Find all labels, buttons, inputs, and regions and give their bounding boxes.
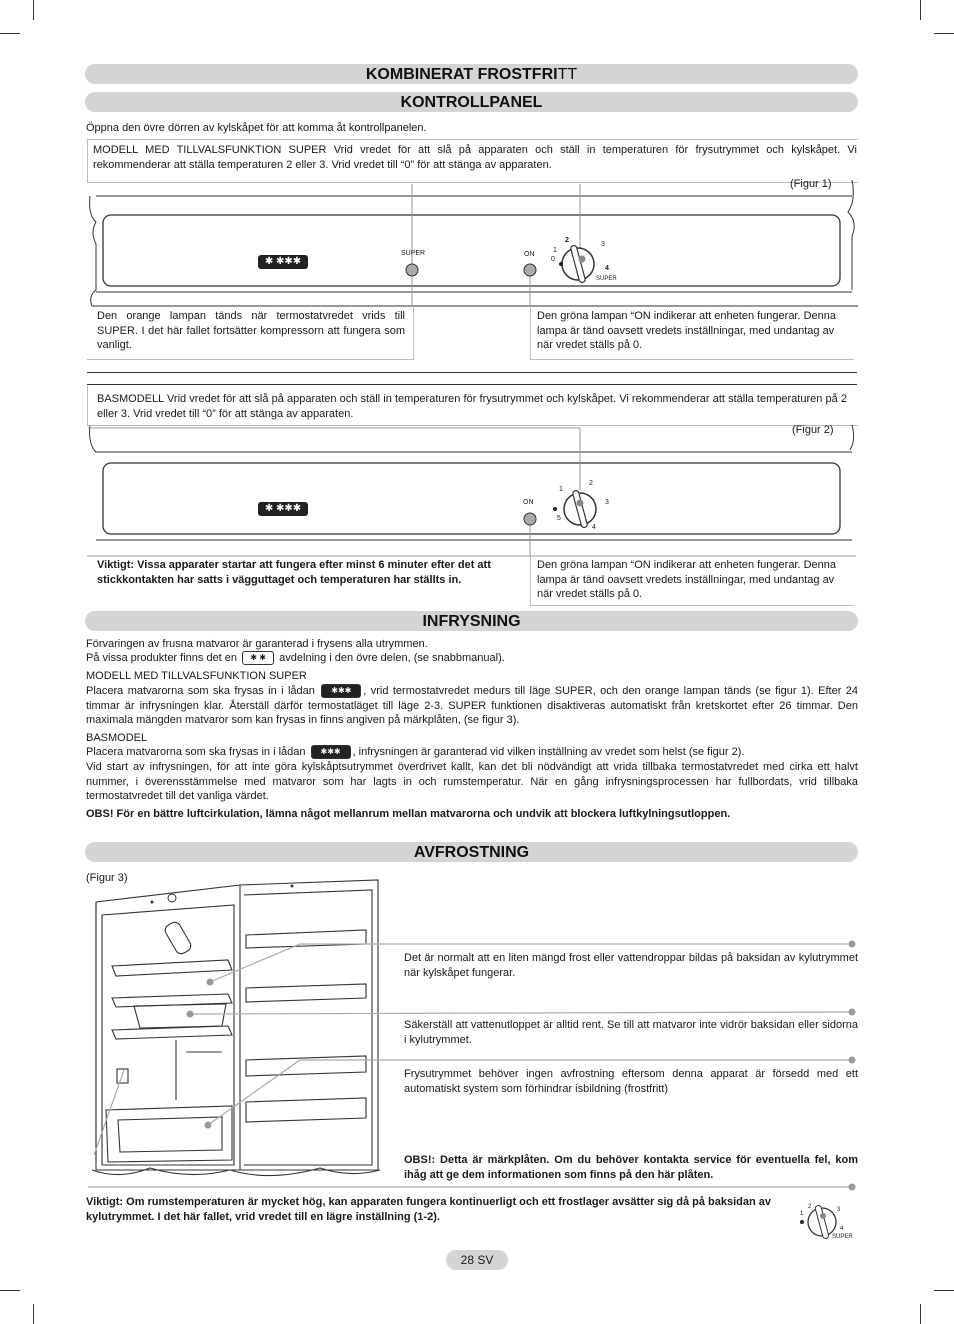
dial-mark-0: 0 bbox=[551, 256, 555, 263]
freezing-super-text: Placera matvarorna som ska frysas in i lådan ✱✱✱ , vrid termostatvredet medurs till läge SUPER, och den orange lampan tänds (se figur 1). Efter 24 timmar är infrysningen klar. Återställ därför termostatläget till läge 2-3. SUPER funktionen disaktiveras automatiskt från kretskortet efter 26 timmar. Den maximala mängden matvaror som kan frysas in finns angiven på märkplåten, (se figur 3). bbox=[86, 685, 859, 726]
section-heading-freezing: INFRYSNING bbox=[85, 611, 858, 631]
dial2-mark-5: 5 bbox=[557, 515, 561, 522]
super-label: SUPER bbox=[401, 250, 426, 257]
freezer-compartment-icon-2: ✱ ✱✱✱ bbox=[258, 502, 308, 516]
orange-lamp-text: Den orange lampan tänds när termostatvredet vrids till SUPER. I det här fallet fortsätter kompressorn att fungera som vanligt. bbox=[97, 310, 405, 351]
defrost-text-2: Säkerställ att vattenutloppet är alltid rent. Se till att matvaror inte vidrör baksidan eller sidorna i kylutrymmet. bbox=[404, 1019, 858, 1046]
freezer-compartment-icon: ✱ ✱✱✱ bbox=[258, 255, 308, 269]
dial2-mark-4: 4 bbox=[592, 524, 596, 531]
freezing-base-p2: Vid start av infrysningen, för att inte göra kylskåptsutrymmet överdrivet kallt, kan det bli nödvändigt att vrida tillbaka termostatvredet med cirka ett halvt nummer, i överensstämmelse med matvaror som har lagts in och rumstemperatur. När en gång infrysningsprocessen har fullbordats, vrid tillbaka termostatvredet till det vanliga värdet. bbox=[86, 761, 858, 802]
dial2-mark-2: 2 bbox=[589, 480, 593, 487]
green-lamp-text-1: Den gröna lampan “ON indikerar att enheten fungerar. Denna lampa är tänd oavsett vredets inställningar, med undantag av när vredet ställs på 0. bbox=[537, 310, 837, 351]
document-title: KOMBINERAT FROSTFRITT bbox=[85, 64, 858, 84]
figure-3-label: (Figur 3) bbox=[86, 872, 128, 884]
small-dial-mark-1: 1 bbox=[800, 1211, 804, 1217]
dial2-mark-3: 3 bbox=[605, 499, 609, 506]
dial-mark-super: SUPER bbox=[596, 276, 617, 282]
small-dial-mark-4: 4 bbox=[840, 1226, 844, 1232]
freezing-p1: Förvaringen av frusna matvaror är garanterad i frysens alla utrymmen. bbox=[86, 638, 428, 650]
page-number: 28 SV bbox=[446, 1250, 508, 1270]
small-dial-mark-2: 2 bbox=[808, 1204, 812, 1210]
section-heading-control-panel: KONTROLLPANEL bbox=[85, 92, 858, 112]
section-heading-defrost: AVFROSTNING bbox=[85, 842, 858, 862]
defrost-obs-rating-plate: OBS!: Detta är märkplåten. Om du behöver kontakta service för eventuella fel, kom ihåg att ge dem informationen som finns på den här plåten. bbox=[404, 1154, 858, 1181]
dial-mark-2: 2 bbox=[565, 237, 569, 244]
dial-mark-3: 3 bbox=[601, 241, 605, 248]
model-super-text: MODELL MED TILLVALSFUNKTION SUPER Vrid vredet för att slå på apparaten och ställ in temperaturen för frysutrymmet och kylskåpet. Vi rekommenderar att ställa temperaturen 2 eller 3. Vrid vredet till “0” för att stänga av apparaten. bbox=[93, 144, 857, 171]
dial-mark-1: 1 bbox=[553, 247, 557, 254]
dial-mark-4: 4 bbox=[605, 265, 609, 272]
figure-2-label: (Figur 2) bbox=[792, 424, 834, 436]
important-room-temperature: Viktigt: Om rumstemperaturen är mycket hög, kan apparaten fungera kontinuerligt och ett frostlager avsätter sig då på baksidan av kylutrymmet. I det här fallet, vrid vredet till en lägre inställning (1-2). bbox=[86, 1196, 772, 1223]
freezing-obs: OBS! För en bättre luftcirkulation, lämna något mellanrum mellan matvarorna och undvik att blockera luftkylningsutloppen. bbox=[86, 808, 731, 820]
freezing-super-heading: MODELL MED TILLVALSFUNKTION SUPER bbox=[86, 670, 307, 682]
freezer-drawer-icon-2: ✱✱✱ bbox=[311, 745, 351, 759]
defrost-text-1: Det är normalt att en liten mängd frost eller vattendroppar bildas på baksidan av kylutrymmet när kylskåpet fungerar. bbox=[404, 952, 858, 979]
freezer-drawer-icon: ✱✱✱ bbox=[321, 684, 361, 698]
on-label-2: ON bbox=[523, 499, 534, 506]
basmodel-text: BASMODELL Vrid vredet för att slå på apparaten och ställ in temperaturen för frysutrymmet och kylskåpet. Vi rekommenderar att ställa temperaturen på 2 eller 3. Vrid vredet till “0” för att stänga av apparaten. bbox=[97, 393, 847, 420]
dial2-mark-1: 1 bbox=[559, 486, 563, 493]
two-star-compartment-icon: ✱ ✱ bbox=[242, 651, 274, 665]
defrost-text-3: Frysutrymmet behöver ingen avfrostning eftersom denna apparat är försedd med ett automatiskt system som förhindrar isbildning (frostfritt) bbox=[404, 1068, 858, 1095]
figure-1-label: (Figur 1) bbox=[790, 178, 832, 190]
freezing-base-text: Placera matvarorna som ska frysas in i lådan ✱✱✱ , infrysningen är garanterad vid vilken inställning av vredet som helst (se figur 2). bbox=[86, 746, 745, 758]
freezing-base-heading: BASMODEL bbox=[86, 732, 148, 744]
important-6-minutes: Viktigt: Vissa apparater startar att fungera efter minst 6 minuter efter det att stickkontakten har satts i vägguttaget och temperaturen har ställts in. bbox=[97, 559, 491, 586]
intro-text: Öppna den övre dörren av kylskåpet för att komma åt kontrollpanelen. bbox=[86, 122, 427, 134]
freezing-p2: På vissa produkter finns det en ✱ ✱ avdelning i den övre delen, (se snabbmanual). bbox=[86, 652, 505, 664]
green-lamp-text-2: Den gröna lampan “ON indikerar att enheten fungerar. Denna lampa är tänd oavsett vredets inställningar, med undantag av när vredet ställs på 0. bbox=[537, 559, 837, 600]
small-dial-mark-3: 3 bbox=[837, 1207, 841, 1213]
small-dial-mark-super: SUPER bbox=[832, 1234, 853, 1240]
on-label: ON bbox=[524, 251, 535, 258]
